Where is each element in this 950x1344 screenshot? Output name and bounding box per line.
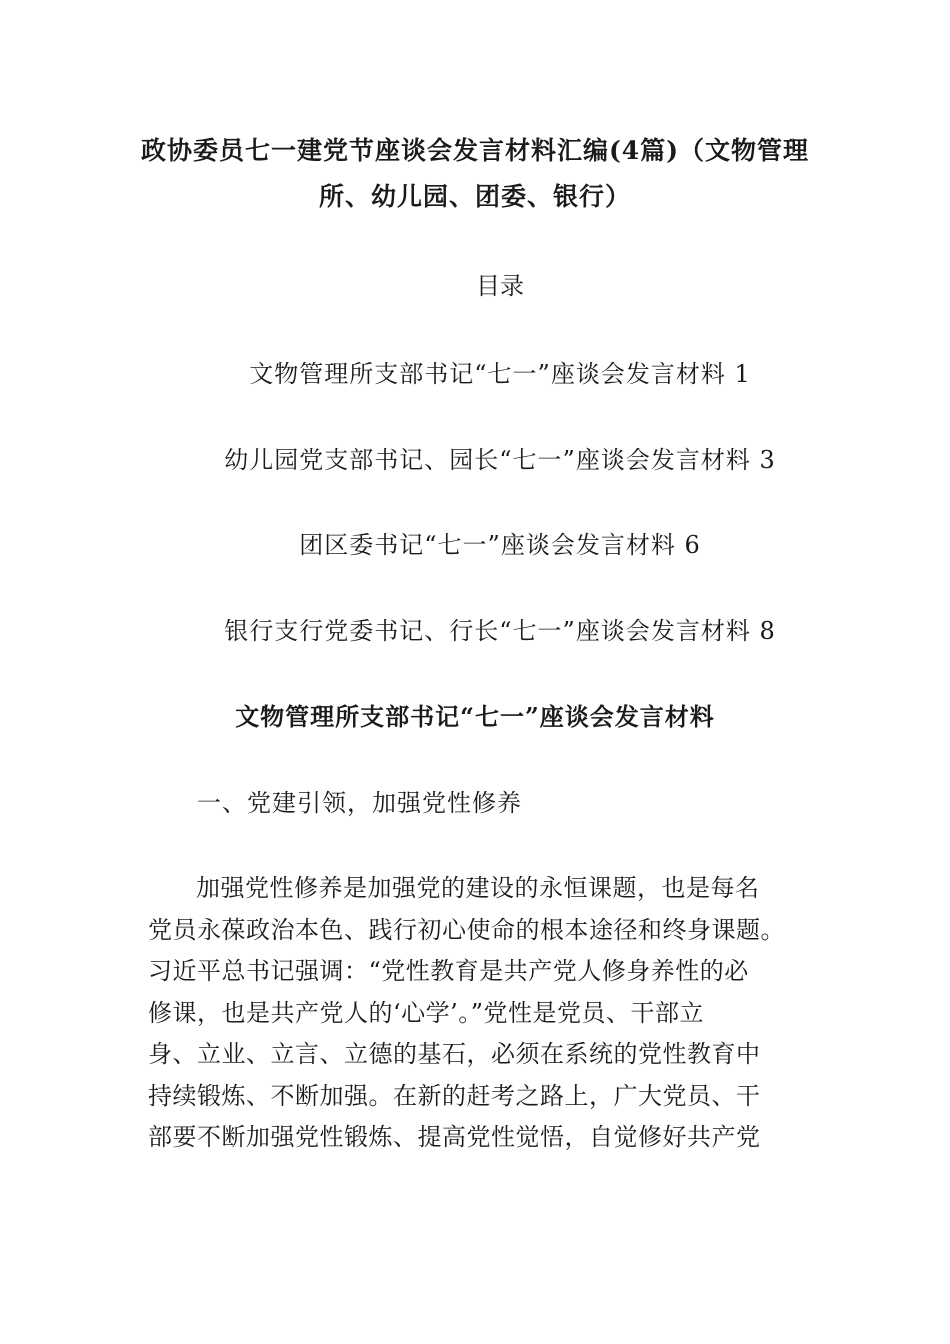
paragraph-line: 修课，也是共产党人的‘心学’。”党性是党员、干部立	[148, 998, 705, 1027]
paragraph-line: 习近平总书记强调：“党性教育是共产党人修身养性的必	[148, 957, 749, 985]
paragraph-line: 部要不断加强党性锻炼、提高党性觉悟，自觉修好共产党	[148, 1123, 761, 1151]
paragraph-line: 身、立业、立言、立德的基石，必须在系统的党性教育中	[148, 1040, 761, 1068]
toc-heading: 目录	[476, 272, 524, 300]
toc-item: 银行支行党委书记、行长“七一”座谈会发言材料 8	[224, 617, 776, 645]
document-title: 政协委员七一建党节座谈会发言材料汇编(4篇)（文物管理所、幼儿园、团委、银行）	[140, 136, 810, 211]
section-subheading: 一、党建引领，加强党性修养	[197, 789, 522, 817]
toc-item: 团区委书记“七一”座谈会发言材料 6	[299, 531, 701, 559]
paragraph-line: 持续锻炼、不断加强。在新的赶考之路上，广大党员、干	[148, 1081, 761, 1110]
paragraph-line: 党员永葆政治本色、践行初心使命的根本途径和终身课题。	[148, 915, 785, 944]
toc-item: 幼儿园党支部书记、园长“七一”座谈会发言材料 3	[224, 446, 776, 474]
paragraph-line: 加强党性修养是加强党的建设的永恒课题，也是每名	[196, 874, 760, 902]
section-title: 文物管理所支部书记“七一”座谈会发言材料	[235, 702, 715, 731]
toc-item: 文物管理所支部书记“七一”座谈会发言材料 1	[249, 360, 751, 388]
body-paragraph	[148, 868, 798, 1159]
